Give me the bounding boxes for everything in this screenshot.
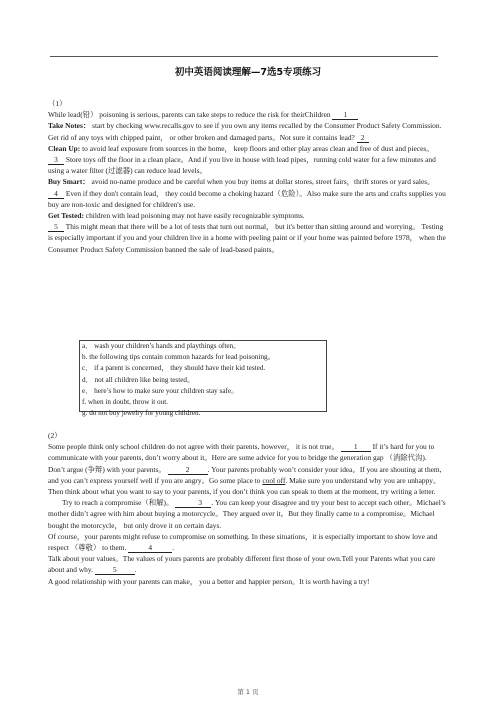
s2-paragraph-4: Of course，your parents might refuse to compromise on something. In these situations，it is especially important to show love and respect （尊敬） to them. 4 .: [48, 531, 438, 553]
s1-blank-1: 1: [332, 110, 358, 120]
s2-blank-3: 3: [175, 498, 211, 508]
s1-blank-5: 5: [48, 222, 64, 232]
s2-paragraph-5: Talk about your values。The values of yours parents are probably different first those of your own.Tell your Parents what you care about and why. 5 .: [48, 554, 436, 575]
s2-paragraph-2: Don’t argue (争辩) with your parents。 2 . Your parents probably won’t consider your idea。If you are shouting at them, and you can’t express yourself well if you are angry。Go some place to cool off. Make sure you understand why you are unhappy。Then think about what you want to say to your parents, if you don’t think you can speak to them at the moment, try writing a letter.: [48, 464, 442, 497]
s1-blank-3: 3: [48, 155, 64, 165]
option-c: c． if a parent is concerned， they should have their kid tested.: [82, 364, 266, 373]
cool-off-phrase: cool off: [262, 475, 286, 485]
option-f: f. when in doubt, throw it out.: [82, 398, 169, 407]
s2-paragraph-3: Try to reach a compromise（和解)。 3 . You can keep your disagree and try your best to accept each other。Michael’s mother didn’t agree with him about buying a motorcycle。They argued over it。But they finally came to a compromise。Michael bought the motorcycle， but only drove it on certain days.: [48, 498, 446, 530]
s2-blank-1: 1: [341, 442, 371, 452]
page-number: 第 1 页: [237, 688, 259, 696]
option-g: g. do not buy jewelry for young children.: [82, 409, 201, 418]
s1-paragraph-6: 5 This might mean that there will be a lot of tests that turn out normal， but it's better than sitting around and worrying。 Testing is especially important if you and your children live in a home with peeling paint or if your home was painted before 1978， when the Consumer Product Safety Commission banned the sale of lead-based paints。: [48, 222, 446, 254]
option-e: e． here’s how to make sure your children stay safe。: [82, 386, 239, 395]
s1-paragraph-4: Buy Smart： avoid no-name produce and be careful when you buy items at dollar stores, street fairs，thrift stores or yard sales。 4 Even if they don't contain lead， they could become a choking hazard（危险）。Also make sure the arts and crafts supplies you buy are non-toxic and designed for children's use.: [48, 177, 446, 209]
section-1-label: （1）: [48, 99, 67, 108]
s2-blank-2: 2: [168, 465, 208, 475]
option-d: d． not all children like being tested。: [82, 375, 195, 384]
section-2-label: (2）: [48, 431, 62, 440]
s2-paragraph-6: A good relationship with your parents can make， you a better and happier person。It is worth having a try!: [48, 576, 370, 586]
s1-blank-2: 2: [357, 133, 369, 143]
options-box: [79, 340, 327, 418]
s1-paragraph-1: While lead(铅） poisoning is serious, parents can take steps to reduce the risk for theirChildren 1: [48, 109, 448, 120]
s1-paragraph-5: Get Tested: children with lead poisoning may not have easily recognizable symptoms.: [48, 211, 305, 221]
option-b: b. the following tips contain common hazards for lead poisoning。: [82, 353, 275, 362]
s1-paragraph-3: Clean Up: to avoid leaf exposure from sources in the home， keep floors and other play areas clean and free of dust and pieces。 3 Store toys off the floor in a clean place。And if you live in house with lead pipes，running cold water for a few minutes and using a water filter (过滤器) can reduce lead levels。: [48, 143, 436, 176]
s1-blank-4: 4: [48, 189, 64, 199]
header-rule: [50, 56, 438, 57]
page-title: 初中英语阅读理解—7选5专项练习: [174, 67, 322, 78]
option-a: a． wash your children’s hands and playthings often。: [82, 342, 241, 350]
s1-paragraph-2: Take Notes： start by checking www.recalls.gov to see if you own any items recalled by the Consumer Product Safety Commission. Get rid of any toys with chipped paint， or other broken and damaged parts。Not sure it contains lead? 2: [48, 121, 442, 142]
s2-blank-4: 4: [128, 543, 172, 553]
section-2-text: [48, 430, 448, 587]
s2-paragraph-1: Some people think only school children do not agree with their parents, however， it is not true。 1 If it’s hard for you to communicate with your parents, don’t worry about it。Here are some advice for you to bridge the generation gap （消除代沟).: [48, 442, 435, 463]
section-1-text: [48, 98, 448, 255]
s2-blank-5: 5: [95, 565, 135, 575]
